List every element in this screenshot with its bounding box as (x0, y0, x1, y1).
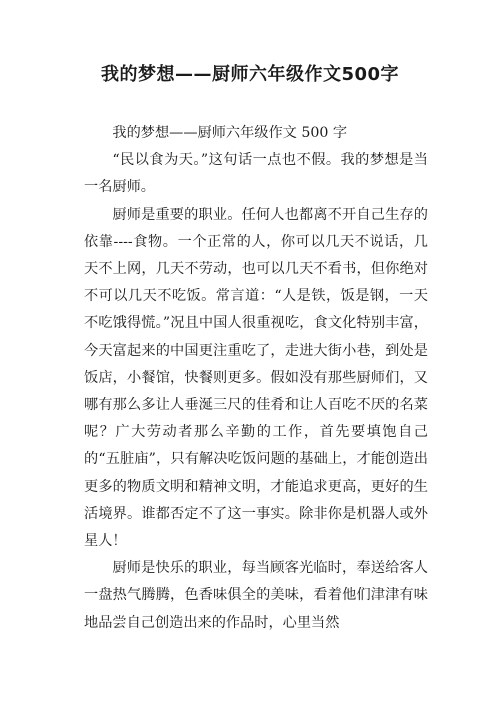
paragraph-intro: “民以食为天。”这句话一点也不假。我的梦想是当一名厨师。 (84, 152, 428, 196)
subtitle-line: 我的梦想——厨师六年级作文 500 字 (112, 125, 348, 141)
paragraph-happy-job: 厨师是快乐的职业，每当顾客光临时，奉送给客人一盘热气腾腾，色香味俱全的美味，看着他们津津有味地品尝自己创造出来的作品时，心里当然 (84, 560, 428, 631)
document-title: 我的梦想——厨师六年级作文500字 (100, 64, 400, 85)
paragraph-important-job: 厨师是重要的职业。任何人也都离不开自己生存的依靠----食物。一个正常的人，你可以几天不说话，几天不上网，几天不劳动，也可以几天不看书，但你绝对不可以几天不吃饭。常言道：“人是铁，饭是钢，一天不吃饿得慌。”况且中国人很重视吃，食文化特别丰富，今天富起来的中国更注重吃了，走进大街小巷，到处是饭店，小餐馆，快餐则更多。假如没有那些厨师们，又哪有那么多让人垂涎三尺的佳肴和让人百吃不厌的名菜呢？广大劳动者那么辛勤的工作，首先要填饱自己的“五脏庙”，只有解决吃饭问题的基础上，才能创造出更多的物质文明和精神文明，才能追求更高，更好的生活境界。谁都否定不了这一事实。除非你是机器人或外星人！ (84, 206, 428, 550)
document-body (84, 120, 428, 637)
